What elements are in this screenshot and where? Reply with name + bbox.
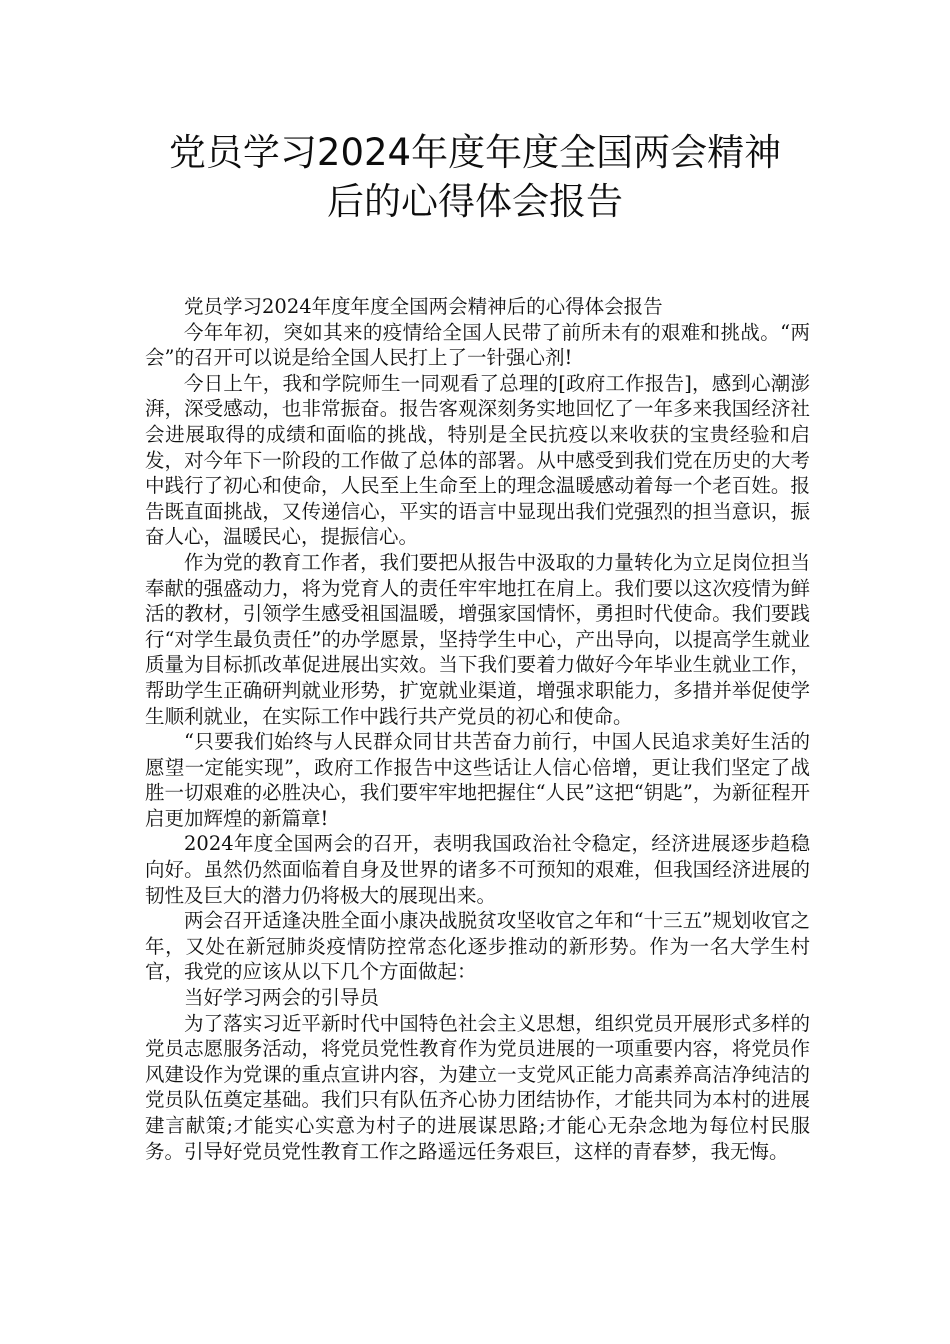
paragraph-subtitle: 党员学习2024年度年度全国两会精神后的心得体会报告 xyxy=(184,295,663,318)
paragraph: “只要我们始终与人民群众同甘共苦奋力前行，中国人民追求美好生活的愿望一定能实现”，政府工作报告中这些话让人信心倍增，更让我们坚定了战胜一切艰难的必胜决心，我们要牢牢地把握住“人民”这把“钥匙”，为新征程开启更加辉煌的新篇章! xyxy=(145,730,810,830)
paragraph: 作为党的教育工作者，我们要把从报告中汲取的力量转化为立足岗位担当奉献的强盛动力，将为党育人的责任牢牢地扛在肩上。我们要以这次疫情为鲜活的教材，引领学生感受祖国温暖，增强家国情怀，勇担时代使命。我们要践行“对学生最负责任”的办学愿景，坚持学生中心，产出导向，以提高学生就业质量为目标抓改革促进展出实效。当下我们要着力做好今年毕业生就业工作，帮助学生正确研判就业形势，扩宽就业渠道，增强求职能力，多措并举促使学生顺利就业，在实际工作中践行共产党员的初心和使命。 xyxy=(145,550,810,728)
paragraph: 为了落实习近平新时代中国特色社会主义思想，组织党员开展形式多样的党员志愿服务活动，将党员党性教育作为党员进展的一项重要内容，将党员作风建设作为党课的重点宣讲内容，为建立一支党风正能力高素养高洁净纯洁的党员队伍奠定基础。我们只有队伍齐心协力团结协作，才能共同为本村的进展建言献策;才能实心实意为村子的进展谋思路;才能心无杂念地为每位村民服务。引导好党员党性教育工作之路遥远任务艰巨，这样的青春梦，我无悔。 xyxy=(145,1011,810,1163)
document-body xyxy=(145,294,810,1164)
paragraph: 2024年度全国两会的召开，表明我国政治社令稳定，经济进展逐步趋稳向好。虽然仍然面临着自身及世界的诸多不可预知的艰难，但我国经济进展的韧性及巨大的潜力仍将极大的展现出来。 xyxy=(145,832,810,907)
section-heading: 当好学习两会的引导员 xyxy=(184,986,380,1010)
paragraph: 今年年初，突如其来的疫情给全国人民带了前所未有的艰难和挑战。“两会”的召开可以说是给全国人民打上了一针强心剂! xyxy=(145,320,810,370)
document-title xyxy=(100,128,850,226)
paragraph: 今日上午，我和学院师生一同观看了总理的[政府工作报告]，感到心潮澎湃，深受感动，也非常振奋。报告客观深刻务实地回忆了一年多来我国经济社会进展取得的成绩和面临的挑战，特别是全民抗疫以来收获的宝贵经验和启发，对今年下一阶段的工作做了总体的部署。从中感受到我们党在历史的大考中践行了初心和使命，人民至上生命至上的理念温暖感动着每一个老百姓。报告既直面挑战，又传递信心，平实的语言中显现出我们党强烈的担当意识，振奋人心，温暖民心，提振信心。 xyxy=(145,371,810,549)
title-line-2: 后的心得体会报告 xyxy=(327,180,623,223)
title-line-1: 党员学习2024年度年度全国两会精神 xyxy=(168,131,782,174)
paragraph: 两会召开适逢决胜全面小康决战脱贫攻坚收官之年和“十三五”规划收官之年，又处在新冠肺炎疫情防控常态化逐步推动的新形势。作为一名大学生村官，我党的应该从以下几个方面做起： xyxy=(145,909,810,984)
